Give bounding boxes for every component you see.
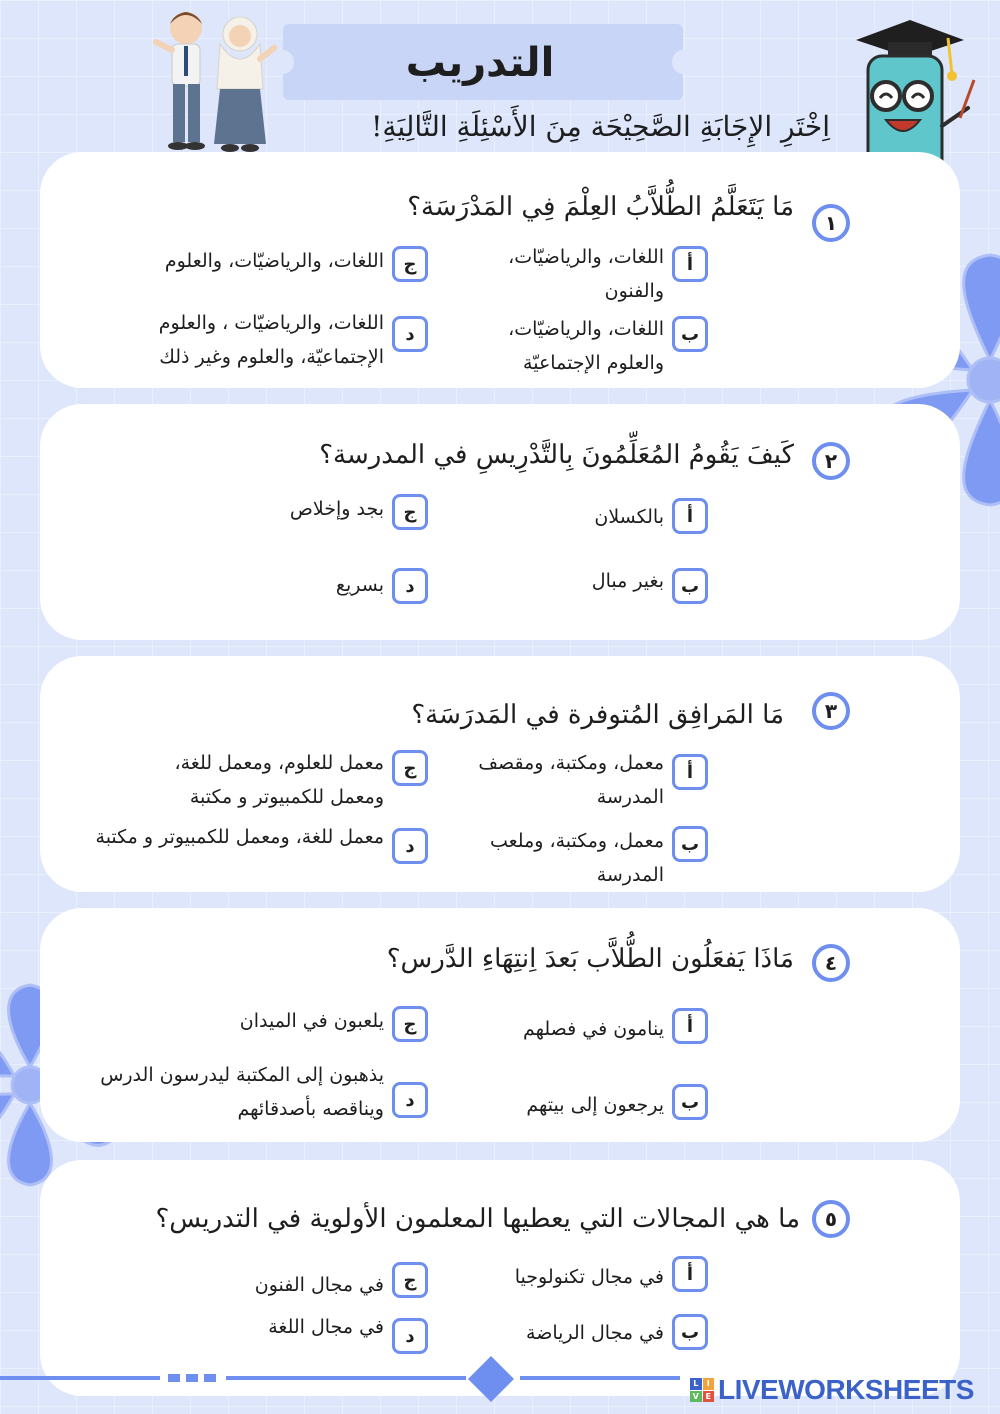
option-text-a: اللغات، والرياضيّات، والفنون [508,246,664,302]
question-card-4 [40,908,960,1142]
instructions-text: اِخْتَرِ الإِجَابَةِ الصَّحِيْحَة مِنَ الأَسْئِلَةِ التَّالِيَةِ! [371,110,830,143]
option-text-d: اللغات، والرياضيّات ، والعلوم الإجتماعيّة، والعلوم وغير ذلك [158,312,384,368]
option-text-d: بسريع [335,574,384,596]
logo-letter: E [703,1391,715,1403]
option-text-d: معمل للغة، ومعمل للكمبيوتر و مكتبة [95,826,384,848]
option-text-b: اللغات، والرياضيّات، والعلوم الإجتماعيّة [508,318,664,374]
option-box-a[interactable]: أ [672,1256,708,1292]
option-text-c: يلعبون في الميدان [239,1010,384,1032]
option-box-a[interactable]: أ [672,1008,708,1044]
option-box-d[interactable]: د [392,1318,428,1354]
option-box-a[interactable]: أ [672,246,708,282]
question-number: ٣ [812,692,850,730]
option-box-a[interactable]: أ [672,498,708,534]
option-text-a: معمل، ومكتبة، ومقصف المدرسة [478,752,664,808]
question-number: ١ [812,204,850,242]
logo-letter: I [703,1378,715,1390]
option-box-d[interactable]: د [392,828,428,864]
option-box-c[interactable]: ج [392,1006,428,1042]
option-box-c[interactable]: ج [392,494,428,530]
option-box-c[interactable]: ج [392,750,428,786]
question-text: مَاذَا يَفعَلُون الطُّلاَّب بَعدَ اِنتِهَاءِ الدَّرس؟ [386,944,794,974]
option-box-d[interactable]: د [392,568,428,604]
liveworksheets-logo[interactable] [690,1372,974,1408]
option-box-a[interactable]: أ [672,754,708,790]
option-box-c[interactable]: ج [392,246,428,282]
liveworksheets-mark-icon [690,1378,714,1402]
option-box-c[interactable]: ج [392,1262,428,1298]
option-text-a: ينامون في فصلهم [522,1018,664,1040]
option-text-c: معمل للعلوم، ومعمل للغة، ومعمل للكمبيوتر و مكتبة [174,752,384,808]
option-text-a: في مجال تكنولوجيا [514,1266,664,1288]
option-text-b: بغير مبال [591,570,664,592]
question-text: مَا يَتَعَلَّمُ الطُّلاَّبُ العِلْمَ فِي المَدْرَسَة؟ [407,192,794,222]
option-box-b[interactable]: ب [672,316,708,352]
question-text: مَا المَرافِق المُتوفرة في المَدرَسَة؟ [411,700,784,730]
question-text: كَيفَ يَقُومُ المُعَلِّمُونَ بِالتَّدْرِيسِ في المدرسة؟ [319,440,794,470]
option-text-a: بالكسلان [594,506,664,528]
question-text: ما هي المجالات التي يعطيها المعلمون الأولوية في التدريس؟ [155,1204,800,1234]
question-card-1 [40,152,960,388]
option-text-d: يذهبون إلى المكتبة ليدرسون الدرس ويناقصه بأصدقائهم [100,1064,384,1120]
option-box-d[interactable]: د [392,1082,428,1118]
option-box-b[interactable]: ب [672,1084,708,1120]
logo-letter: L [690,1378,702,1390]
option-text-c: بجد وإخلاص [289,498,384,520]
question-card-3 [40,656,960,892]
option-box-b[interactable]: ب [672,826,708,862]
diamond-icon [466,1354,516,1404]
option-box-b[interactable]: ب [672,568,708,604]
option-text-d: في مجال اللغة [268,1316,384,1338]
students-illustration [148,4,278,154]
option-text-b: يرجعون إلى بيتهم [526,1094,664,1116]
logo-letter: V [690,1391,702,1403]
option-text-c: في مجال الفنون [254,1274,384,1296]
option-text-b: معمل، ومكتبة، وملعب المدرسة [489,830,664,886]
question-card-2 [40,404,960,640]
option-box-d[interactable]: د [392,316,428,352]
option-box-b[interactable]: ب [672,1314,708,1350]
question-number: ٥ [812,1200,850,1238]
brand-name: LIVEWORKSHEETS [718,1374,974,1405]
option-text-c: اللغات، والرياضيّات، والعلوم [164,250,384,272]
question-number: ٢ [812,442,850,480]
page-title: التدريب [405,40,555,86]
question-number: ٤ [812,944,850,982]
option-text-b: في مجال الرياضة [526,1322,664,1344]
